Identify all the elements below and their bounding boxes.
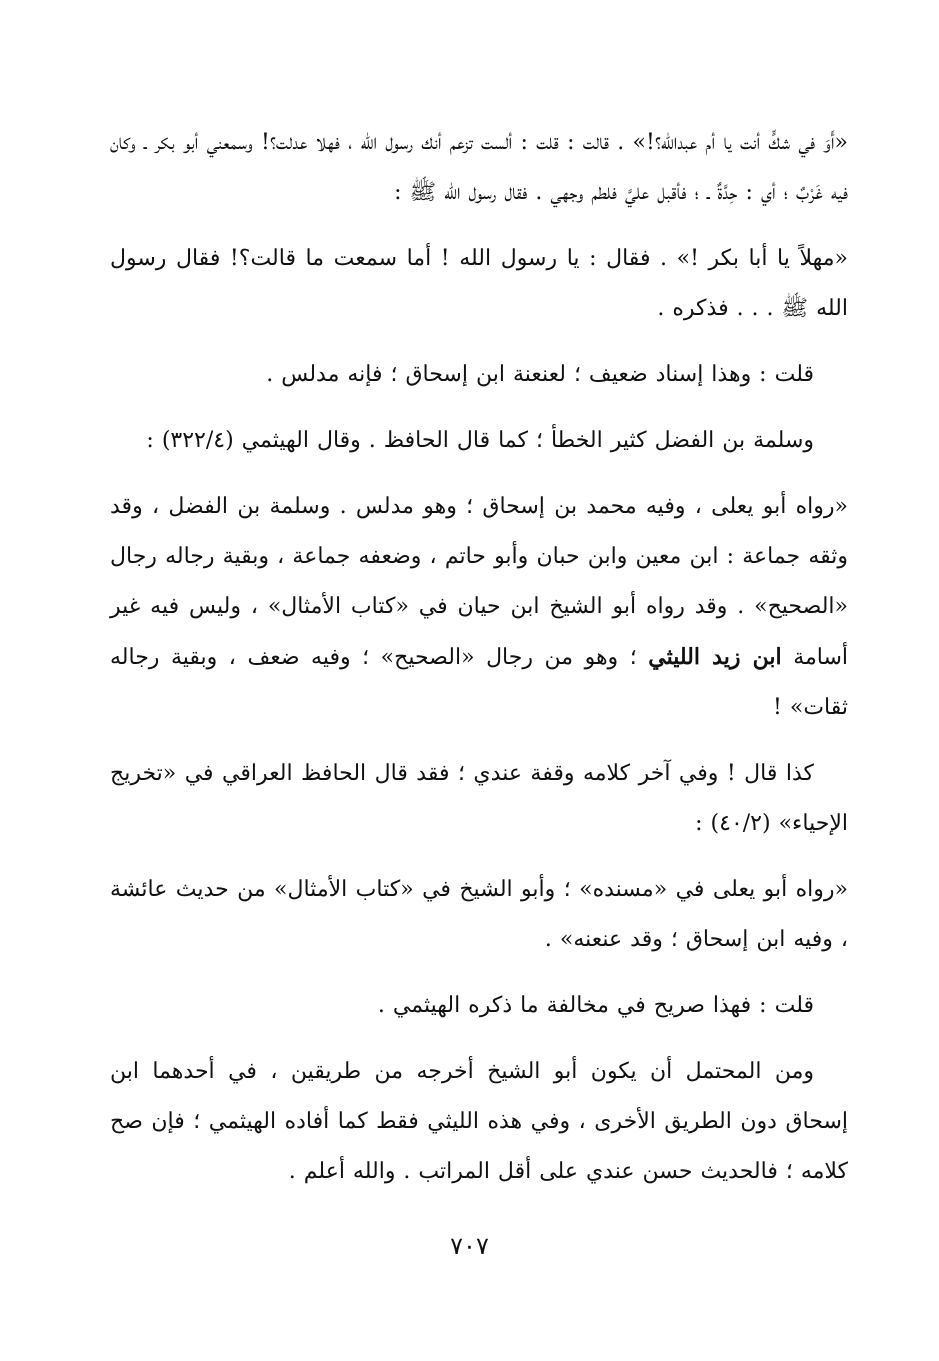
paragraph-7: «رواه أبو يعلى في «مسنده» ؛ وأبو الشيخ في «كتاب الأمثال» من حديث عائشة ، وفيه ابن إسحاق ؛ وقد عنعنه» . — [110, 877, 848, 952]
paragraph-3: قلت : وهذا إسناد ضعيف ؛ لعنعنة ابن إسحاق ؛ فإنه مدلس . — [266, 362, 814, 387]
paragraph-5-tail: ؛ وهو من رجال «الصحيح» ؛ وفيه ضعف ، وبقية رجاله ثقات» ! — [110, 645, 848, 720]
paragraph-6: كذا قال ! وفي آخر كلامه وقفة عندي ؛ فقد قال الحافظ العراقي في «تخريج الإحياء» (٤٠/٢) : — [110, 761, 848, 836]
paragraph-9: ومن المحتمل أن يكون أبو الشيخ أخرجه من طريقين ، في أحدهما ابن إسحاق دون الطريق الأخرى ، وفي هذه الليثي فقط كما أفاده الهيثمي ؛ فإن صح كلامه ؛ فالحديث حسن عندي على أقل المراتب . والله أعلم . — [110, 1059, 848, 1184]
page-body — [110, 118, 848, 1197]
paragraph-1: «أَوَ في شكٍّ أنت يا أم عبدالله؟!» . قالت : قلت : ألست تزعم أنك رسول الله ، فهلا عدلت؟! وسمعني أبو بكر ـ وكان فيه غَرْبٌ ؛ أي : حِدَّةٌ ـ ؛ فأقبل عليَّ فلطم وجهي . فقال رسول الله ﷺ : — [110, 130, 848, 205]
paragraph-8: قلت : فهذا صريح في مخالفة ما ذكره الهيثمي . — [377, 993, 814, 1018]
paragraph-4: وسلمة بن الفضل كثير الخطأ ؛ كما قال الحافظ . وقال الهيثمي (٣٢٢/٤) : — [146, 428, 814, 453]
paragraph-5 — [110, 482, 848, 733]
paragraph-5-text: «رواه أبو يعلى ، وفيه محمد بن إسحاق ؛ وهو مدلس . وسلمة بن الفضل ، وقد وثقه جماعة : ابن معين وابن حبان وأبو حاتم ، وضعفه جماعة ، وبقية رجاله رجال «الصحيح» . وقد رواه أبو الشيخ ابن حيان في «كتاب الأمثال» ، وليس فيه غير أسامة — [110, 494, 849, 670]
page-number: ٧٠٧ — [450, 1232, 489, 1260]
bold-name: ابن زيد الليثي — [648, 644, 782, 670]
paragraph-2: «مهلاً يا أبا بكر !» . فقال : يا رسول الله ! أما سمعت ما قالت؟! فقال رسول الله ﷺ . . . فذكره . — [110, 246, 848, 321]
